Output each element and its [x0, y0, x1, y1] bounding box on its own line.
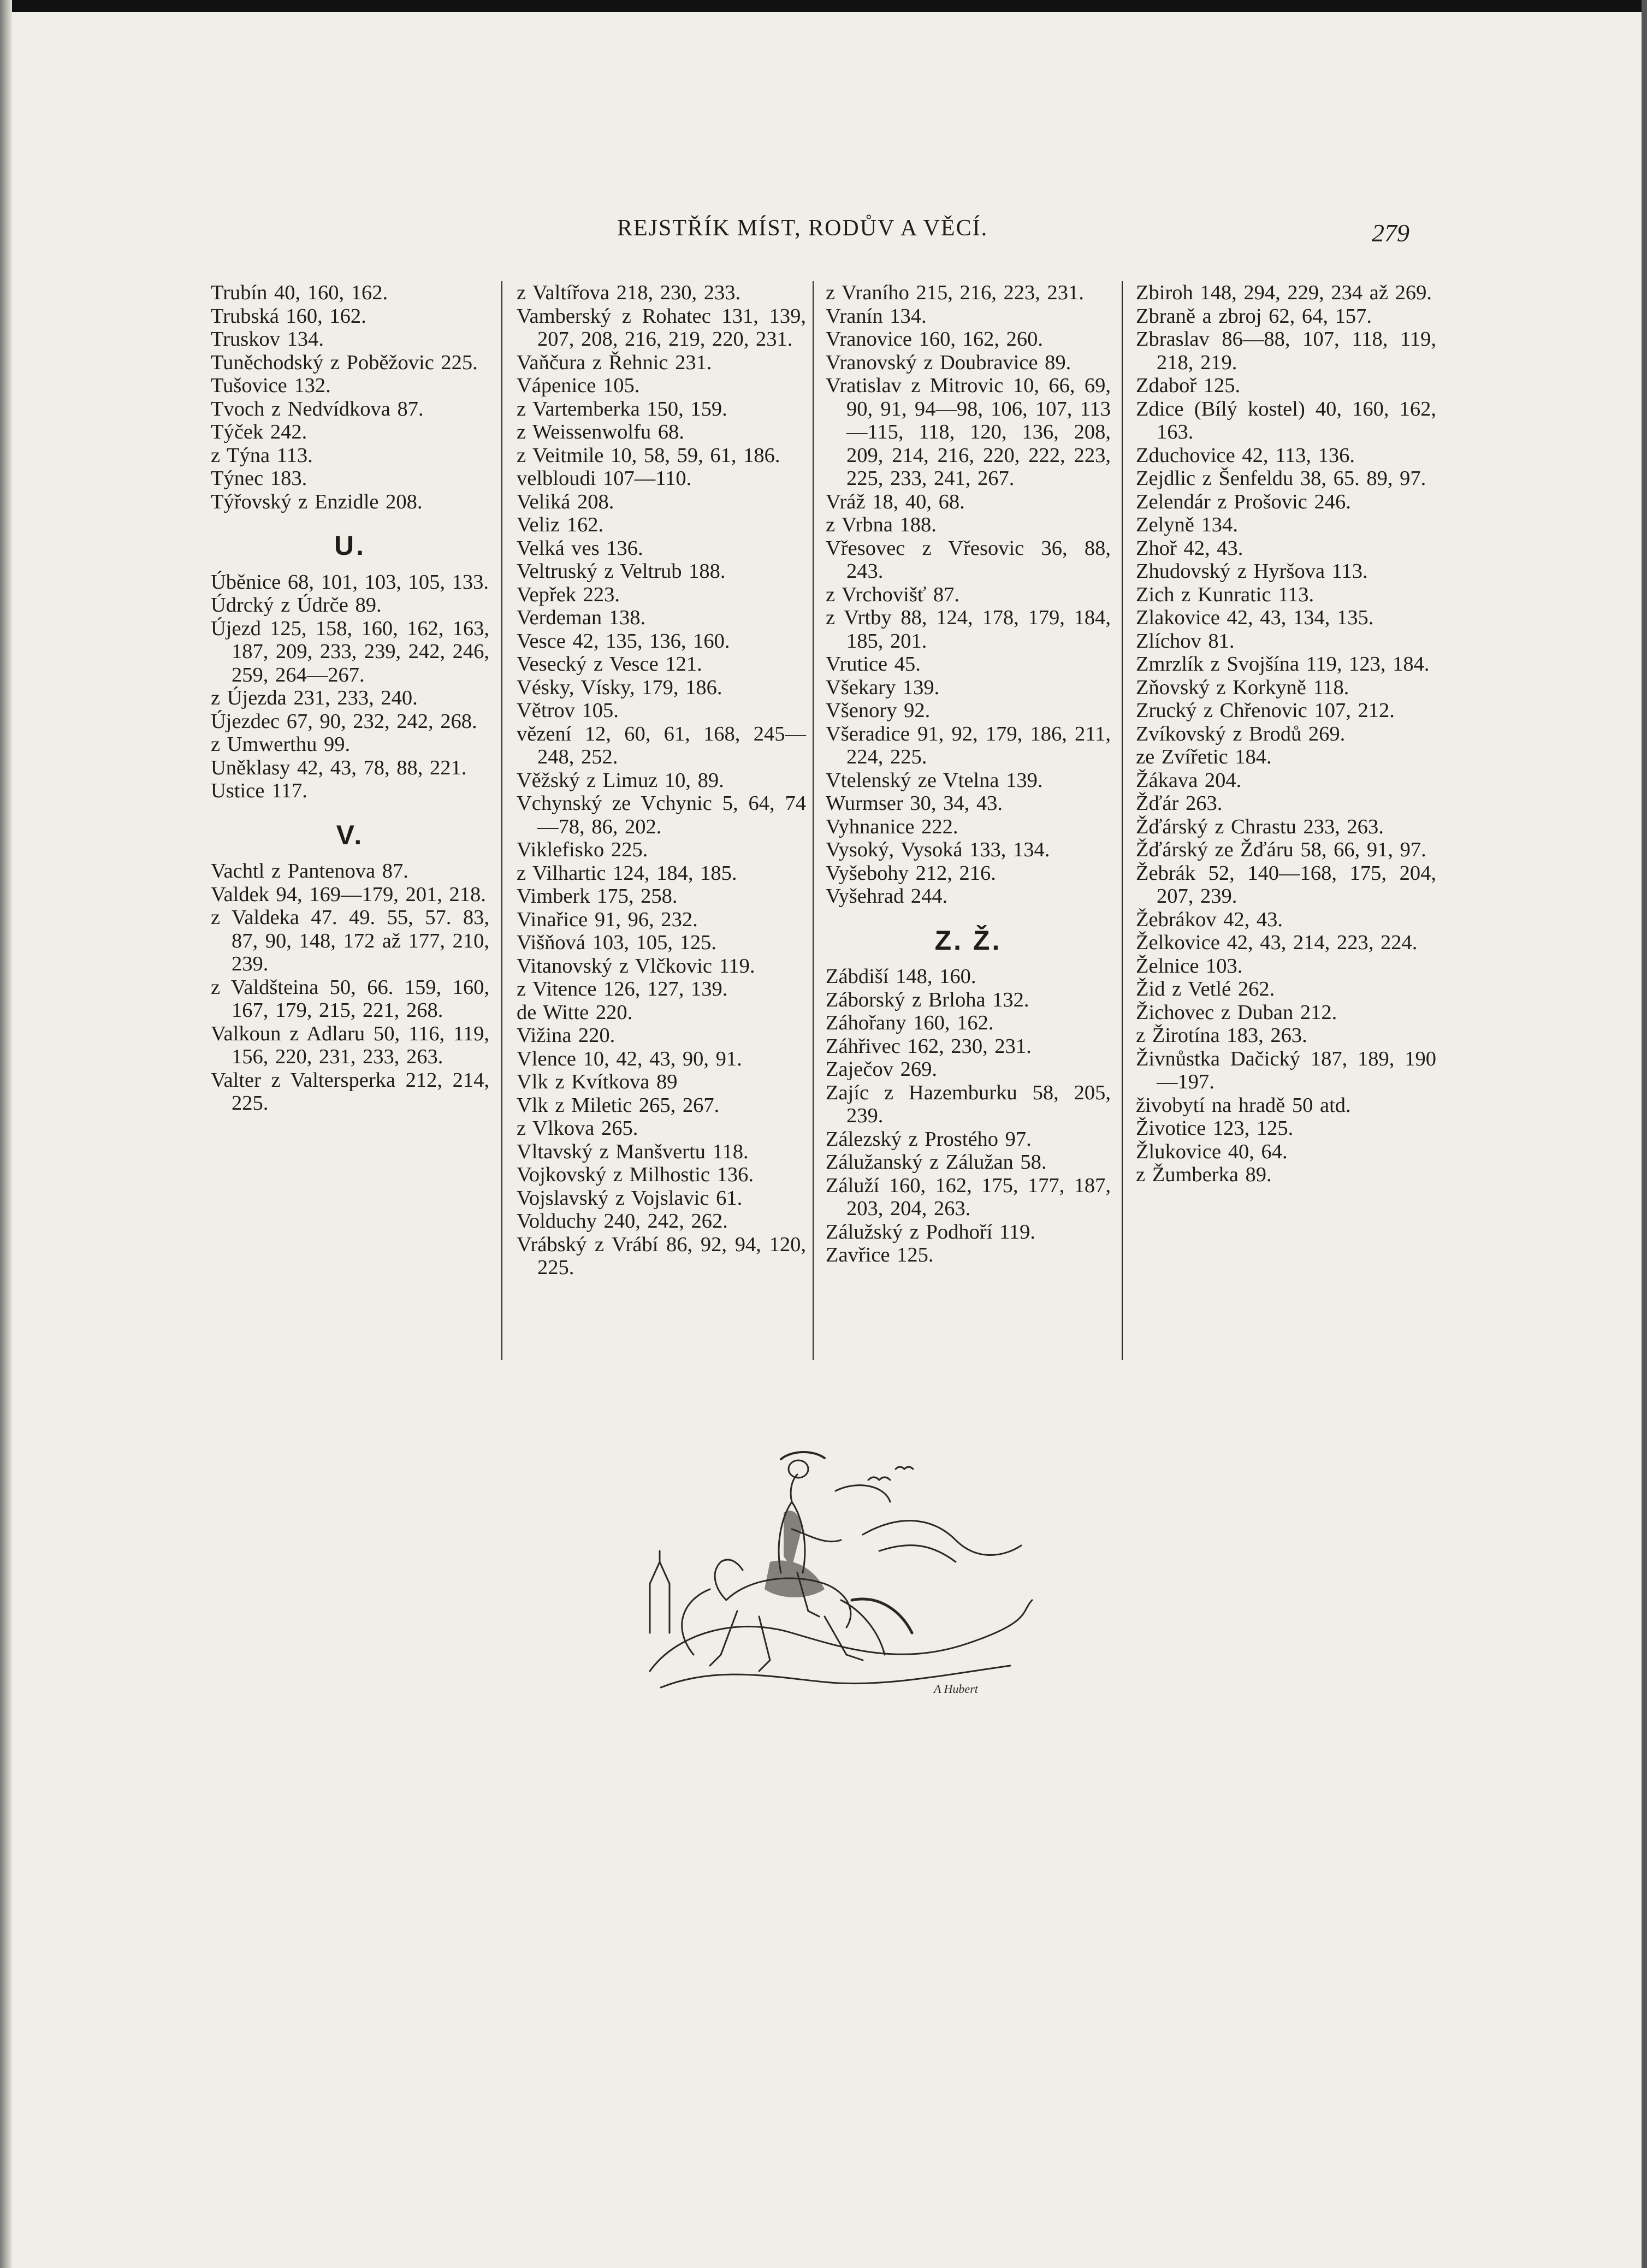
index-entry: Valter z Valtersperka 212, 214, 225.	[211, 1068, 489, 1115]
index-entry: velbloudi 107—110.	[517, 467, 692, 490]
index-entry: Zich z Kunratic 113.	[1136, 583, 1314, 606]
index-entry: Vlence 10, 42, 43, 90, 91.	[517, 1047, 742, 1070]
index-entry: Zábdiší 148, 160.	[826, 965, 976, 988]
index-entry: Zlakovice 42, 43, 134, 135.	[1136, 606, 1374, 629]
index-entry: Zhudovský z Hyršova 113.	[1136, 560, 1368, 583]
index-entry: Vyšehrad 244.	[826, 885, 948, 908]
index-entry: Želkovice 42, 43, 214, 223, 224.	[1136, 931, 1418, 954]
index-entry: Úběnice 68, 101, 103, 105, 133.	[211, 570, 489, 594]
index-entry: Údrcký z Údrče 89.	[211, 594, 382, 617]
page-number: 279	[1372, 219, 1409, 247]
index-entry: Zmrzlík z Svojšína 119, 123, 184.	[1136, 653, 1430, 676]
index-entry: z Umwerthu 99.	[211, 733, 351, 756]
index-entry: Zlíchov 81.	[1136, 629, 1235, 653]
index-entry: Všenory 92.	[826, 699, 931, 722]
index-entry: Vojslavský z Vojslavic 61.	[517, 1186, 743, 1210]
index-entry: Vinařice 91, 96, 232.	[517, 908, 698, 931]
column-rule	[813, 281, 814, 1360]
index-entry: Vojkovský z Milhostic 136.	[517, 1163, 754, 1186]
scan-top-border	[0, 0, 1647, 12]
index-entry: Záhřivec 162, 230, 231.	[826, 1034, 1032, 1058]
scan-right-border	[1642, 0, 1647, 2268]
column-rule	[1122, 281, 1123, 1360]
index-entry: z Vilhartic 124, 184, 185.	[517, 861, 737, 885]
index-entry: z Žumberka 89.	[1136, 1163, 1272, 1186]
index-entry: Vápenice 105.	[517, 374, 640, 397]
index-entry: Vaňčura z Řehnic 231.	[517, 351, 712, 374]
index-entry: Vráž 18, 40, 68.	[826, 490, 965, 513]
index-entry: Větrov 105.	[517, 699, 619, 722]
section-letter-heading: Z. Ž.	[934, 925, 1002, 956]
index-entry: z Vrtby 88, 124, 178, 179, 184, 185, 201.	[826, 606, 1111, 653]
index-entry: Vesce 42, 135, 136, 160.	[517, 629, 730, 653]
running-head: REJSTŘÍK MÍST, RODŮV A VĚCÍ.	[617, 216, 988, 241]
index-entry: ze Zvířetic 184.	[1136, 745, 1272, 768]
index-entry: Vitanovský z Vlčkovic 119.	[517, 954, 755, 978]
index-entry: Vysoký, Vysoká 133, 134.	[826, 838, 1050, 861]
index-entry: Žid z Vetlé 262.	[1136, 978, 1275, 1000]
index-entry: z Valdeka 47. 49. 55, 57. 83, 87, 90, 148, 172 až 177, 210, 239.	[211, 906, 489, 975]
index-entry: Vrábský z Vrábí 86, 92, 94, 120, 225.	[517, 1233, 806, 1279]
index-entry: Žichovec z Duban 212.	[1136, 1000, 1337, 1024]
index-entry: Vamberský z Rohatec 131, 139, 207, 208, 216, 219, 220, 231.	[517, 304, 806, 351]
index-entry: Újezd 125, 158, 160, 162, 163, 187, 209, 233, 239, 242, 246, 259, 264—267.	[211, 617, 489, 686]
index-entry: Zelendár z Prošovic 246.	[1136, 490, 1351, 513]
horseman-vignette	[628, 1436, 1043, 1709]
index-entry: Zbiroh 148, 294, 229, 234 až 269.	[1136, 281, 1432, 304]
index-entry: Želnice 103.	[1136, 954, 1243, 978]
index-entry: z Vitence 126, 127, 139.	[517, 978, 728, 1000]
index-entry: Tuněchodský z Poběžovic 225.	[211, 351, 478, 374]
section-letter-heading: U.	[334, 530, 366, 561]
index-entry: Truskov 134.	[211, 328, 324, 351]
index-entry: Višňová 103, 105, 125.	[517, 931, 717, 954]
index-entry: z Újezda 231, 233, 240.	[211, 686, 418, 709]
index-entry: Zejdlic z Šenfeldu 38, 65. 89, 97.	[1136, 467, 1426, 490]
index-column-2	[517, 281, 806, 1352]
index-entry: Týnec 183.	[211, 467, 307, 490]
index-entry: z Vlkova 265.	[517, 1117, 638, 1140]
index-entry: Zelyně 134.	[1136, 513, 1238, 536]
index-entry: Zduchovice 42, 113, 136.	[1136, 443, 1355, 467]
index-entry: Žďár 263.	[1136, 792, 1223, 815]
index-entry: Vchynský ze Vchynic 5, 64, 74—78, 86, 202.	[517, 792, 806, 838]
index-entry: Všeradice 91, 92, 179, 186, 211, 224, 225.	[826, 722, 1111, 768]
index-entry: Vranín 134.	[826, 304, 927, 328]
index-entry: Vřesovec z Vřesovic 36, 88, 243.	[826, 536, 1111, 583]
index-entry: Vyhnanice 222.	[826, 815, 958, 838]
index-entry: Vimberk 175, 258.	[517, 885, 678, 908]
index-entry: Valkoun z Adlaru 50, 116, 119, 156, 220, 231, 233, 263.	[211, 1022, 489, 1068]
index-entry: z Vartemberka 150, 159.	[517, 397, 727, 421]
index-entry: Zálužský z Podhoří 119.	[826, 1220, 1035, 1243]
index-entry: Záborský z Brloha 132.	[826, 988, 1029, 1011]
index-column-3	[826, 281, 1111, 1352]
index-entry: Zálezský z Prostého 97.	[826, 1127, 1032, 1151]
index-entry: živobytí na hradě 50 atd.	[1136, 1093, 1351, 1117]
index-entry: Záhořany 160, 162.	[826, 1011, 994, 1034]
index-entry: Valdek 94, 169—179, 201, 218.	[211, 883, 486, 906]
index-entry: Zbraně a zbroj 62, 64, 157.	[1136, 304, 1372, 328]
index-entry: Životice 123, 125.	[1136, 1117, 1294, 1140]
index-entry: Všekary 139.	[826, 676, 940, 699]
index-entry: Trubín 40, 160, 162.	[211, 281, 388, 304]
index-entry: Týřovský z Enzidle 208.	[211, 490, 423, 513]
index-entry: Vésky, Vísky, 179, 186.	[517, 676, 722, 699]
index-entry: Viklefisko 225.	[517, 838, 648, 861]
index-entry: z Žirotína 183, 263.	[1136, 1024, 1307, 1047]
index-entry: Veltruský z Veltrub 188.	[517, 560, 726, 583]
index-entry: Vlk z Kvítkova 89	[517, 1070, 678, 1093]
index-entry: z Valtířova 218, 230, 233.	[517, 281, 741, 304]
index-entry: Vepřek 223.	[517, 583, 620, 606]
index-entry: z Valdšteina 50, 66. 159, 160, 167, 179, 215, 221, 268.	[211, 975, 489, 1022]
index-entry: Vranovský z Doubravice 89.	[826, 351, 1071, 374]
index-entry: Wurmser 30, 34, 43.	[826, 792, 1003, 815]
index-entry: Vtelenský ze Vtelna 139.	[826, 768, 1043, 792]
index-entry: Zdice (Bílý kostel) 40, 160, 162, 163.	[1136, 397, 1436, 443]
index-entry: Veliz 162.	[517, 513, 604, 536]
index-entry: Tušovice 132.	[211, 374, 331, 397]
index-entry: Uněklasy 42, 43, 78, 88, 221.	[211, 756, 467, 779]
index-entry: de Witte 220.	[517, 1000, 633, 1024]
index-entry: z Veitmile 10, 58, 59, 61, 186.	[517, 443, 780, 467]
index-entry: Zrucký z Chřenovic 107, 212.	[1136, 699, 1395, 722]
index-entry: Vyšebohy 212, 216.	[826, 861, 996, 885]
index-entry: Zavřice 125.	[826, 1243, 934, 1266]
index-entry: z Vrchovišť 87.	[826, 583, 960, 606]
index-entry: Volduchy 240, 242, 262.	[517, 1210, 728, 1233]
index-entry: Velká ves 136.	[517, 536, 643, 560]
index-entry: vězení 12, 60, 61, 168, 245—248, 252.	[517, 722, 806, 768]
index-column-4	[1136, 281, 1436, 1352]
index-entry: Žlukovice 40, 64.	[1136, 1140, 1288, 1163]
index-entry: Zhoř 42, 43.	[1136, 536, 1243, 560]
index-entry: Žebrák 52, 140—168, 175, 204, 207, 239.	[1136, 861, 1436, 908]
artist-signature: A Hubert	[934, 1682, 978, 1696]
index-entry: Věžský z Limuz 10, 89.	[517, 768, 724, 792]
index-entry: Vižina 220.	[517, 1024, 615, 1047]
index-entry: Živnůstka Dačický 187, 189, 190—197.	[1136, 1047, 1436, 1093]
scan-gutter-shadow	[0, 0, 12, 2268]
index-entry: Vachtl z Pantenova 87.	[211, 860, 408, 883]
index-entry: Zbraslav 86—88, 107, 118, 119, 218, 219.	[1136, 328, 1436, 374]
index-entry: Zvíkovský z Brodů 269.	[1136, 722, 1346, 745]
index-entry: Vrutice 45.	[826, 653, 921, 676]
index-entry: Žďárský z Chrastu 233, 263.	[1136, 815, 1384, 838]
index-entry: z Vraního 215, 216, 223, 231.	[826, 281, 1084, 304]
index-column-1	[211, 281, 489, 1352]
index-entry: Žákava 204.	[1136, 768, 1242, 792]
index-entry: Týček 242.	[211, 421, 307, 443]
index-entry: Vesecký z Vesce 121.	[517, 653, 702, 676]
index-entry: z Weissenwolfu 68.	[517, 421, 684, 443]
index-entry: Záluží 160, 162, 175, 177, 187, 203, 204, 263.	[826, 1174, 1111, 1220]
index-entry: Zaječov 269.	[826, 1058, 937, 1081]
index-entry: Vltavský z Manšvertu 118.	[517, 1140, 749, 1163]
index-entry: Zdaboř 125.	[1136, 374, 1241, 397]
index-entry: z Vrbna 188.	[826, 513, 937, 536]
index-entry: Vlk z Miletic 265, 267.	[517, 1093, 720, 1117]
index-entry: Zňovský z Korkyně 118.	[1136, 676, 1349, 699]
section-letter-heading: V.	[336, 819, 364, 850]
index-entry: Újezdec 67, 90, 232, 242, 268.	[211, 709, 477, 733]
index-entry: Veliká 208.	[517, 490, 614, 513]
index-entry: Ustice 117.	[211, 779, 307, 802]
index-entry: Vranovice 160, 162, 260.	[826, 328, 1044, 351]
column-rule	[501, 281, 502, 1360]
index-entry: Trubská 160, 162.	[211, 304, 366, 328]
index-entry: Zálužanský z Zálužan 58.	[826, 1151, 1047, 1174]
index-entry: Žebrákov 42, 43.	[1136, 908, 1283, 931]
index-entry: z Týna 113.	[211, 443, 313, 467]
index-entry: Žďárský ze Žďáru 58, 66, 91, 97.	[1136, 838, 1426, 861]
index-entry: Zajíc z Hazemburku 58, 205, 239.	[826, 1081, 1111, 1127]
index-entry: Tvoch z Nedvídkova 87.	[211, 397, 424, 421]
index-entry: Vratislav z Mitrovic 10, 66, 69, 90, 91, 94—98, 106, 107, 113—115, 118, 120, 136, 208, 209, 214, 216, 220, 222, 223, 225, 233, 241, 267.	[826, 374, 1111, 490]
index-entry: Verdeman 138.	[517, 606, 646, 629]
